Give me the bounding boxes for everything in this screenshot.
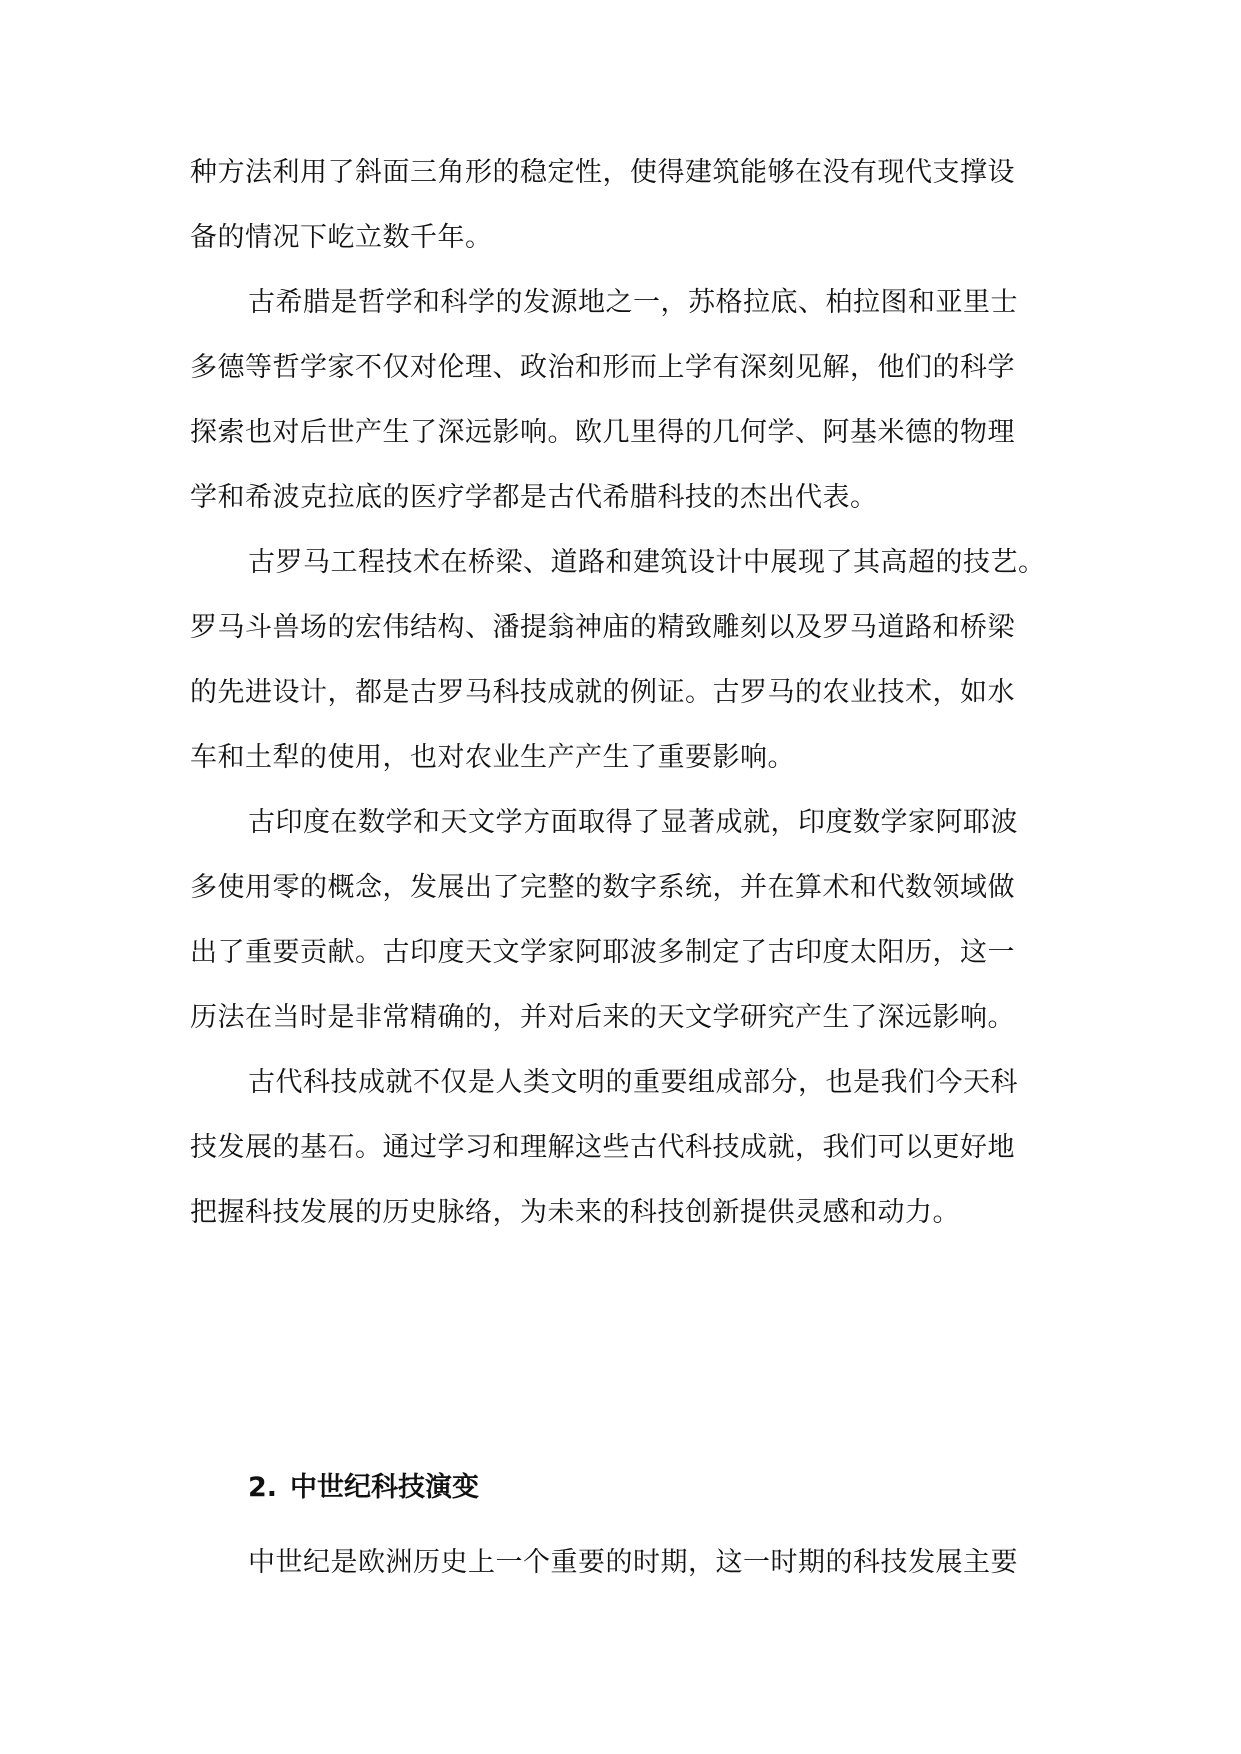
paragraph-3-line-2: 罗马斗兽场的宏伟结构、潘提翁神庙的精致雕刻以及罗马道路和桥梁 <box>190 612 1015 643</box>
paragraph-4-line-2: 多使用零的概念，发展出了完整的数字系统，并在算术和代数领域做 <box>190 872 1015 903</box>
paragraph-2-line-3: 探索也对后世产生了深远影响。欧几里得的几何学、阿基米德的物理 <box>190 417 1015 448</box>
paragraph-1-line-2: 备的情况下屹立数千年。 <box>190 222 493 253</box>
paragraph-3-line-4: 车和土犁的使用，也对农业生产产生了重要影响。 <box>190 742 795 773</box>
body-text-lower <box>190 1530 1060 1595</box>
paragraph-5-line-2: 技发展的基石。通过学习和理解这些古代科技成就，我们可以更好地 <box>190 1132 1015 1163</box>
section-number: 2. <box>248 1472 278 1503</box>
paragraph-3-line-1: 古罗马工程技术在桥梁、道路和建筑设计中展现了其高超的技艺。 <box>248 547 1046 578</box>
paragraph-5-line-1: 古代科技成就不仅是人类文明的重要组成部分，也是我们今天科 <box>248 1067 1018 1098</box>
paragraph-5-line-3: 把握科技发展的历史脉络，为未来的科技创新提供灵感和动力。 <box>190 1197 960 1228</box>
paragraph-6-line-1: 中世纪是欧洲历史上一个重要的时期，这一时期的科技发展主要 <box>248 1547 1018 1578</box>
paragraph-4-line-1: 古印度在数学和天文学方面取得了显著成就，印度数学家阿耶波 <box>248 807 1018 838</box>
body-text-upper <box>190 140 1060 1245</box>
paragraph-3-line-3: 的先进设计，都是古罗马科技成就的例证。古罗马的农业技术，如水 <box>190 677 1015 708</box>
paragraph-2-line-1: 古希腊是哲学和科学的发源地之一，苏格拉底、柏拉图和亚里士 <box>248 287 1018 318</box>
section-title: 中世纪科技演变 <box>290 1472 479 1503</box>
paragraph-2-line-4: 学和希波克拉底的医疗学都是古代希腊科技的杰出代表。 <box>190 482 878 513</box>
paragraph-4-line-4: 历法在当时是非常精确的，并对后来的天文学研究产生了深远影响。 <box>190 1002 1015 1033</box>
paragraph-1-line-1: 种方法利用了斜面三角形的稳定性，使得建筑能够在没有现代支撑设 <box>190 157 1015 188</box>
paragraph-2-line-2: 多德等哲学家不仅对伦理、政治和形而上学有深刻见解，他们的科学 <box>190 352 1015 383</box>
paragraph-4-line-3: 出了重要贡献。古印度天文学家阿耶波多制定了古印度太阳历，这一 <box>190 937 1015 968</box>
section-heading <box>248 1455 479 1520</box>
